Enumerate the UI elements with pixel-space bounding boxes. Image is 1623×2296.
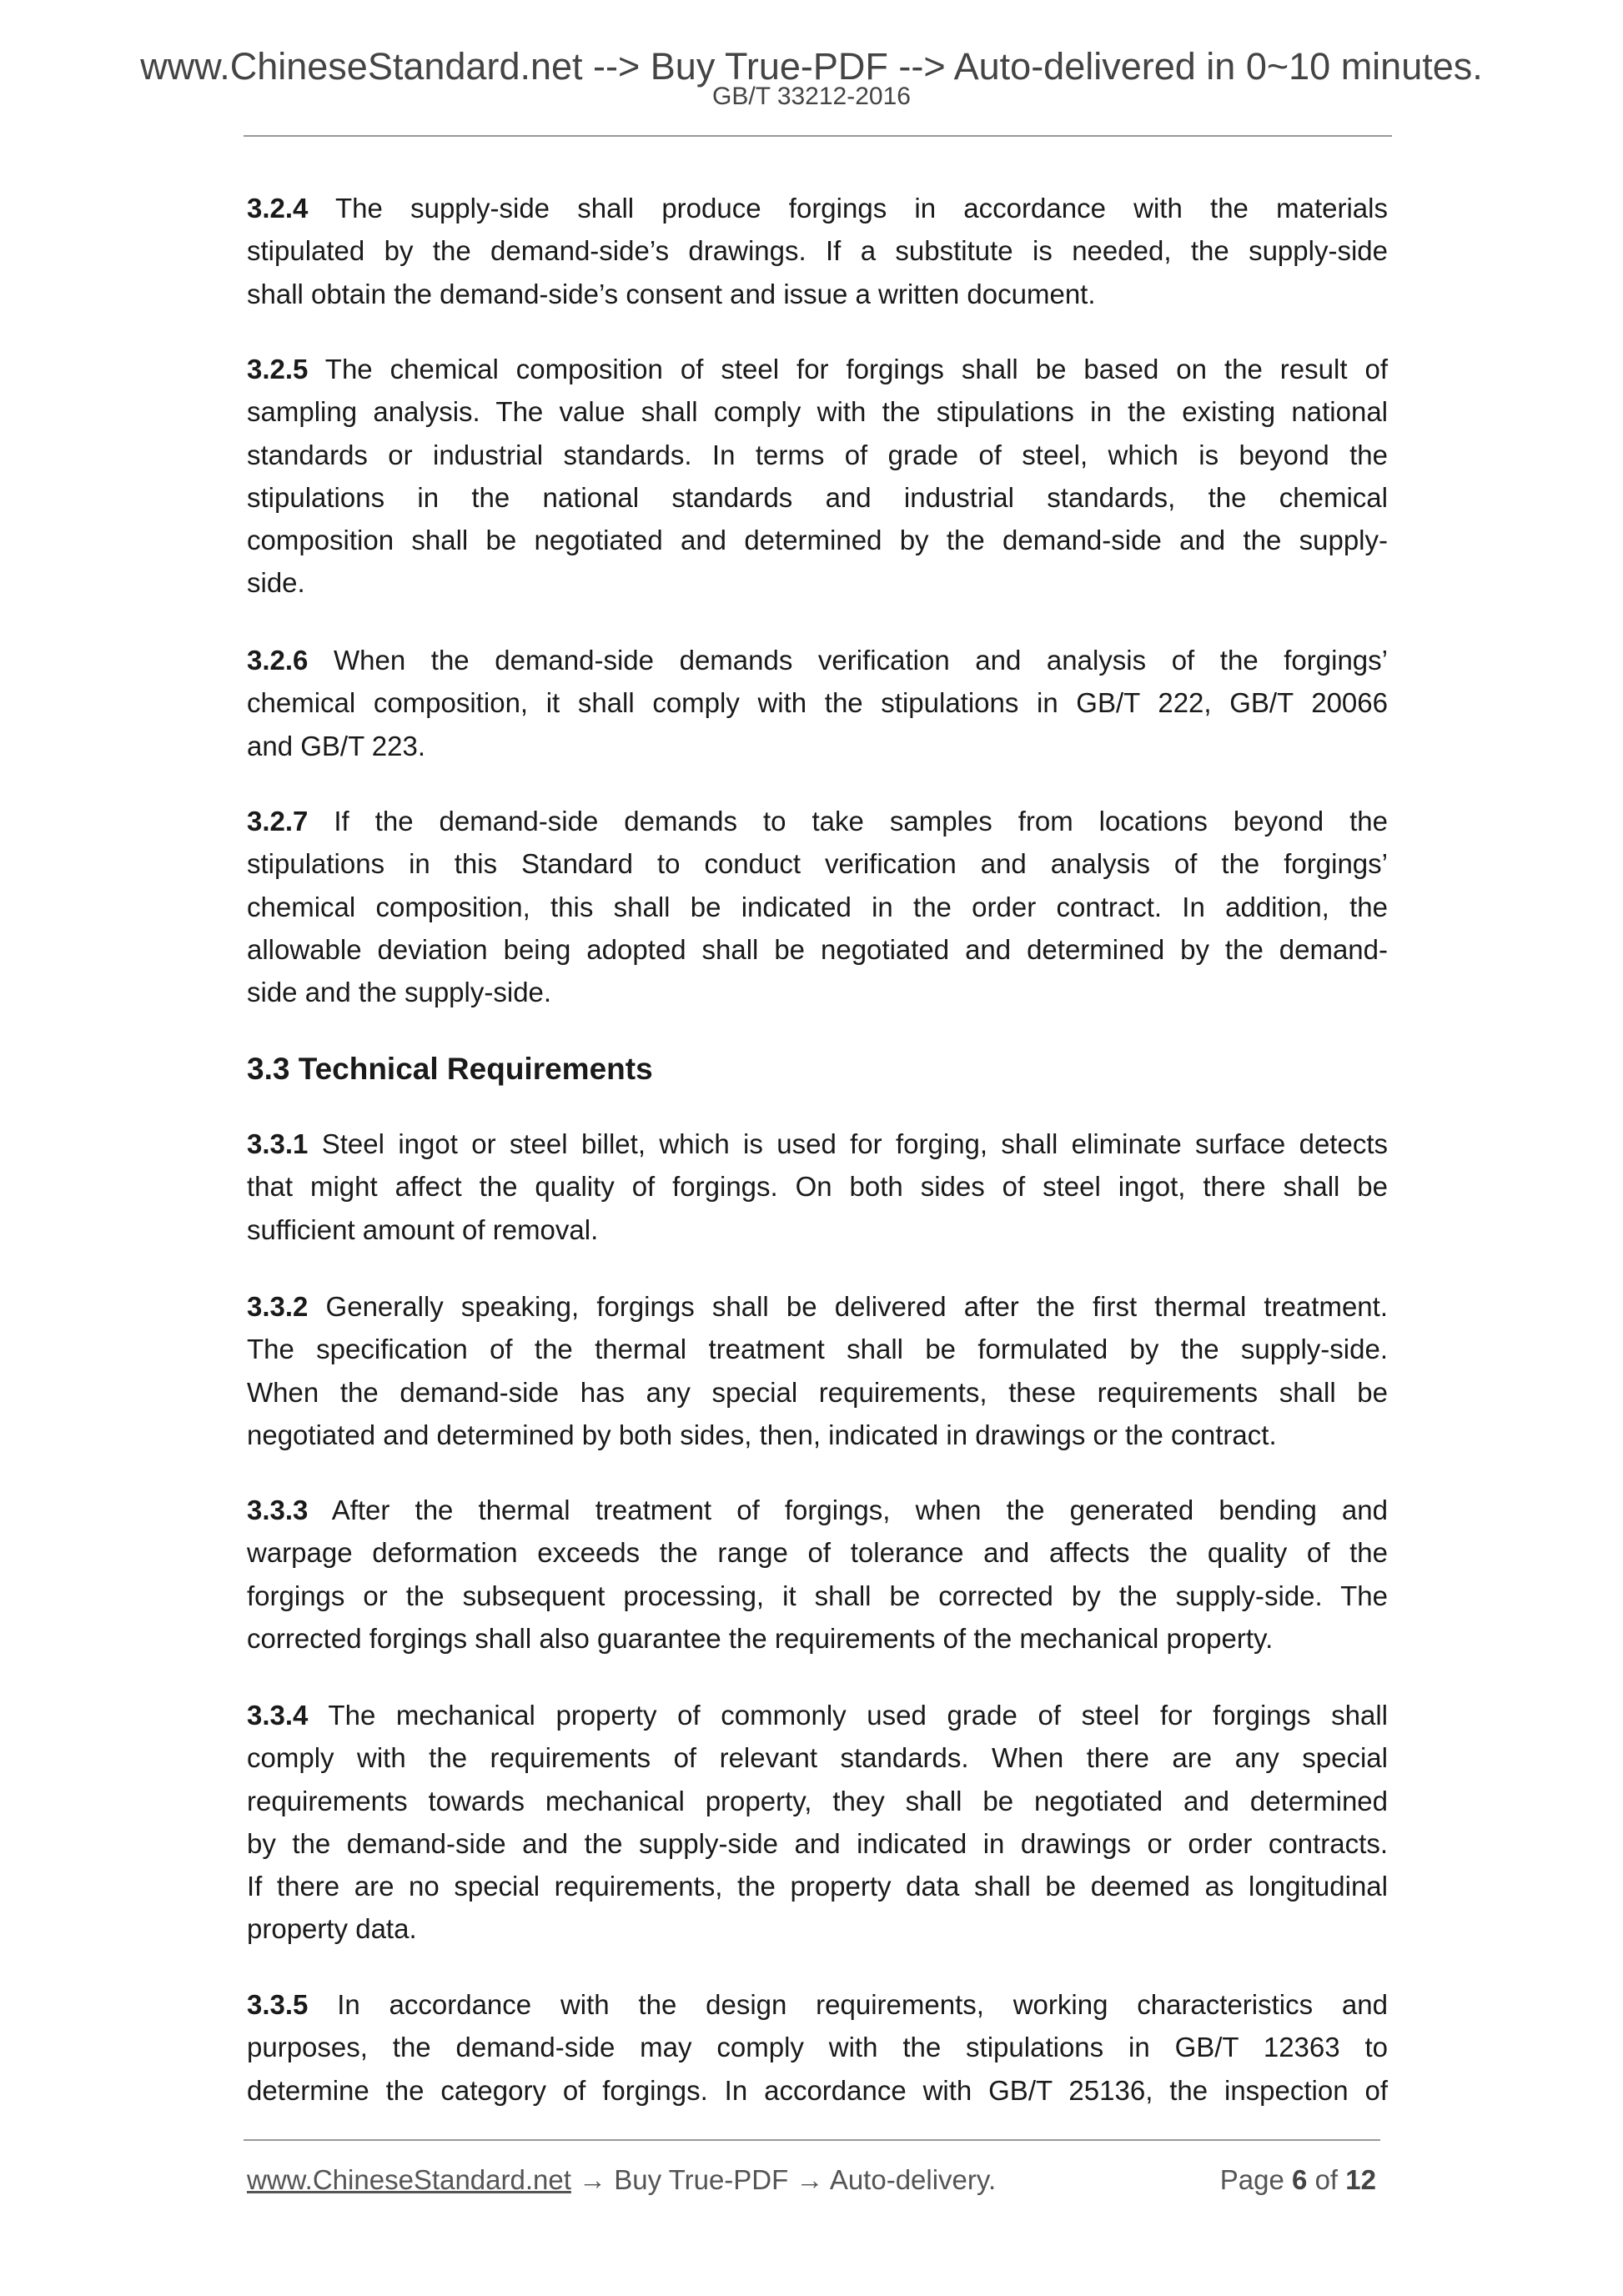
line-text: When the demand-side demands verification and analysis of the forgings’ (308, 645, 1388, 676)
line-text: When the demand-side has any special requirements, these requirements shall be (247, 1376, 1388, 1408)
clause-number: 3.3.3 (247, 1495, 309, 1525)
paragraph-line (247, 1285, 1388, 1328)
paragraph-line (247, 842, 1388, 885)
line-text: The specification of the thermal treatment shall be formulated by the supply-side. (247, 1334, 1388, 1365)
paragraph-line (247, 1208, 1388, 1251)
clause-number: 3.3.2 (247, 1291, 309, 1322)
line-text: standards or industrial standards. In terms of grade of steel, which is beyond the (247, 439, 1388, 470)
line-text: forgings or the subsequent processing, it shall be corrected by the supply-side. The (247, 1580, 1388, 1611)
paragraph-line (247, 886, 1388, 928)
paragraph-line (247, 187, 1388, 229)
document-code: GB/T 33212-2016 (712, 83, 911, 110)
line-text: shall obtain the demand-side’s consent and issue a written document. (247, 278, 1096, 309)
paragraph-line (247, 273, 1388, 315)
paragraph-line (247, 639, 1388, 681)
clause-paragraph (247, 1983, 1388, 2112)
paragraph-line (247, 1694, 1388, 1736)
paragraph-line (247, 229, 1388, 272)
line-text: sufficient amount of removal. (247, 1213, 599, 1245)
line-text: The mechanical property of commonly used grade of steel for forgings shall (308, 1700, 1388, 1731)
paragraph-line (247, 1907, 1388, 1950)
paragraph-line (247, 971, 1388, 1013)
page-of-label: of (1314, 2164, 1339, 2195)
line-text: If there are no special requirements, the property data shall be deemed as longitudinal (247, 1871, 1388, 1902)
line-text: If the demand-side demands to take samples from locations beyond the (308, 806, 1388, 837)
line-text: negotiated and determined by both sides, then, indicated in drawings or the contract. (247, 1419, 1277, 1450)
clause-paragraph (247, 800, 1388, 1013)
clause-paragraph (247, 639, 1388, 767)
line-text: warpage deformation exceeds the range of tolerance and affects the quality of the (247, 1537, 1388, 1569)
line-text: allowable deviation being adopted shall be negotiated and determined by the demand- (247, 933, 1388, 965)
line-text: stipulations in this Standard to conduct verification and analysis of the forgings’ (247, 848, 1388, 880)
paragraph-line (247, 1165, 1388, 1208)
line-text: Generally speaking, forgings shall be delivered after the first thermal treatment. (308, 1291, 1388, 1322)
line-text: The supply-side shall produce forgings in accordance with the materials (308, 193, 1388, 224)
line-text: chemical composition, this shall be indicated in the order contract. In addition, the (247, 891, 1388, 922)
paragraph-line (247, 348, 1388, 390)
line-text: comply with the requirements of relevant standards. When there are any special (247, 1742, 1388, 1774)
header-divider (244, 135, 1392, 137)
paragraph-line (247, 1822, 1388, 1865)
paragraph-line (247, 2026, 1388, 2068)
paragraph-line (247, 434, 1388, 476)
line-text: by the demand-side and the supply-side and indicated in drawings or order contracts. (247, 1827, 1388, 1859)
clause-number: 3.2.4 (247, 193, 309, 224)
line-text: property data. (247, 1913, 417, 1945)
paragraph-line (247, 928, 1388, 971)
page-number: 6 (1292, 2164, 1308, 2195)
line-text: In accordance with the design requirements, working characteristics and (308, 1989, 1388, 2020)
paragraph-line (247, 1414, 1388, 1456)
section-heading: 3.3 Technical Requirements (247, 1052, 653, 1086)
line-text: sampling analysis. The value shall comply with the stipulations in the existing national (247, 396, 1388, 428)
paragraph-line (247, 519, 1388, 561)
paragraph-line (247, 1371, 1388, 1414)
clause-paragraph (247, 1489, 1388, 1660)
clause-paragraph (247, 187, 1388, 315)
line-text: The chemical composition of steel for forgings shall be based on the result of (308, 354, 1388, 384)
line-text: chemical composition, it shall comply with the stipulations in GB/T 222, GB/T 20066 (247, 687, 1388, 719)
paragraph-line (247, 1780, 1388, 1822)
clause-number: 3.3.1 (247, 1128, 309, 1159)
page-indicator (1220, 2160, 1376, 2200)
line-text: corrected forgings shall also guarantee the requirements of the mechanical property. (247, 1622, 1274, 1654)
paragraph-line (247, 1575, 1388, 1617)
line-text: composition shall be negotiated and determined by the demand-side and the supply- (247, 525, 1388, 556)
footer-tagline: → Buy True-PDF → Auto-delivery. (570, 2164, 997, 2195)
paragraph-line (247, 1328, 1388, 1370)
clause-paragraph (247, 348, 1388, 605)
clause-number: 3.2.5 (247, 354, 309, 384)
paragraph-line (247, 681, 1388, 724)
paragraph-line (247, 390, 1388, 433)
paragraph-line (247, 1617, 1388, 1660)
line-text: Steel ingot or steel billet, which is used for forging, shall eliminate surface detects (308, 1128, 1388, 1159)
paragraph-line (247, 725, 1388, 767)
paragraph-line (247, 2069, 1388, 2112)
line-text: requirements towards mechanical property, they shall be negotiated and determined (247, 1785, 1388, 1816)
paragraph-line (247, 476, 1388, 519)
clause-number: 3.3.4 (247, 1700, 309, 1731)
header-banner: www.ChineseStandard.net --> Buy True-PDF --> Auto-delivered in 0~10 minutes. (140, 45, 1483, 88)
line-text: and GB/T 223. (247, 730, 426, 761)
paragraph-line (247, 561, 1388, 604)
page-label: Page (1219, 2164, 1284, 2195)
footer-website-link[interactable]: www.ChineseStandard.net (247, 2164, 571, 2195)
line-text: side. (247, 567, 305, 599)
paragraph-line (247, 1489, 1388, 1531)
paragraph-line (247, 1983, 1388, 2026)
clause-number: 3.2.7 (247, 806, 309, 837)
clause-paragraph (247, 1694, 1388, 1951)
line-text: stipulations in the national standards and industrial standards, the chemical (247, 481, 1388, 513)
paragraph-line (247, 1123, 1388, 1165)
line-text: After the thermal treatment of forgings, when the generated bending and (308, 1495, 1388, 1525)
line-text: determine the category of forgings. In accordance with GB/T 25136, the inspection of (247, 2074, 1388, 2106)
line-text: purposes, the demand-side may comply with the stipulations in GB/T 12363 to (247, 2032, 1388, 2063)
clause-paragraph (247, 1123, 1388, 1251)
line-text: stipulated by the demand-side’s drawings. If a substitute is needed, the supply-side (247, 235, 1388, 267)
clause-number: 3.3.5 (247, 1989, 309, 2020)
footer-divider (244, 2139, 1380, 2141)
page-total: 12 (1345, 2164, 1376, 2195)
page-footer (247, 2160, 1376, 2200)
paragraph-line (247, 800, 1388, 842)
paragraph-line (247, 1531, 1388, 1574)
paragraph-line (247, 1736, 1388, 1779)
paragraph-line (247, 1865, 1388, 1907)
clause-number: 3.2.6 (247, 645, 309, 676)
line-text: side and the supply-side. (247, 977, 552, 1008)
clause-paragraph (247, 1285, 1388, 1456)
line-text: that might affect the quality of forgings. On both sides of steel ingot, there shall be (247, 1171, 1388, 1203)
